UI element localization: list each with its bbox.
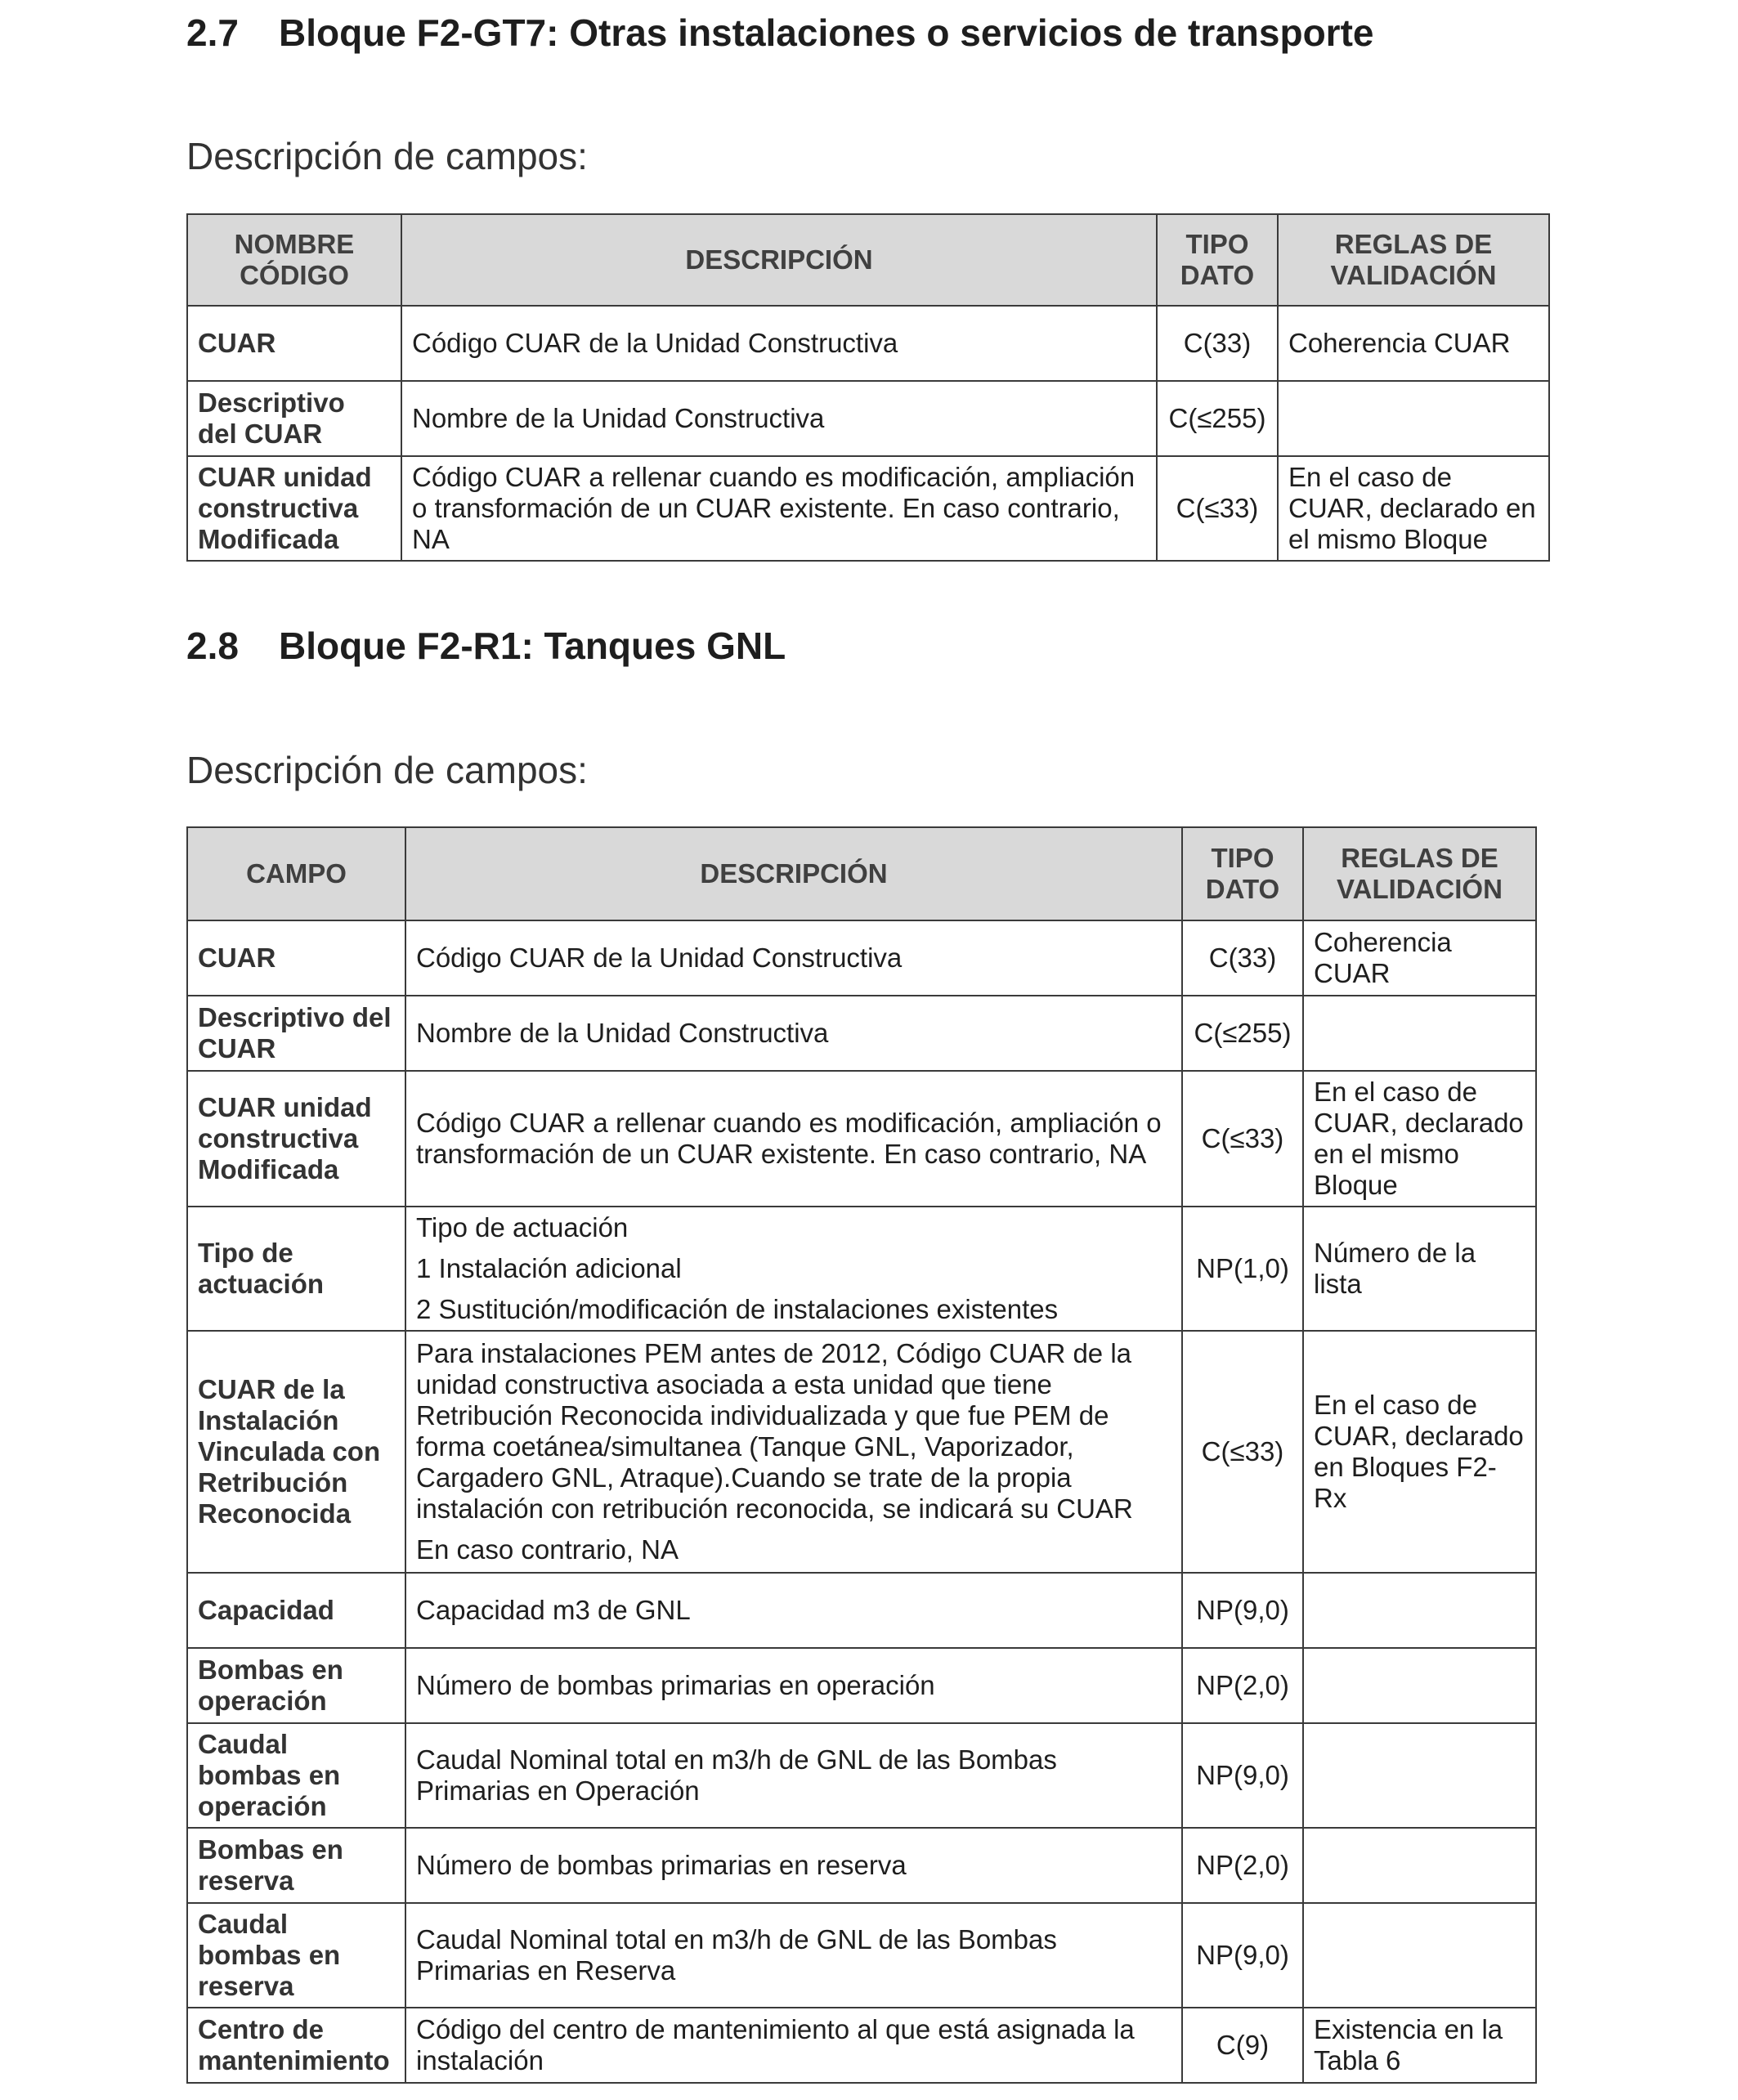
field-description-cell [405, 1723, 1182, 1828]
field-name-cell: CUAR unidad constructiva Modificada [187, 456, 401, 561]
field-description-cell [405, 1903, 1182, 2008]
field-name-cell: CUAR [187, 306, 401, 381]
field-description-cell [405, 1071, 1182, 1207]
table-header-row [187, 827, 1536, 920]
data-type-cell: NP(9,0) [1182, 1573, 1303, 1648]
validation-rule-cell [1303, 1903, 1536, 2008]
description-line: Caudal Nominal total en m3/h de GNL de las Bombas Primarias en Operación [416, 1744, 1057, 1806]
description-line: Código CUAR a rellenar cuando es modificación, ampliación o transformación de un CUAR existente. En caso contrario, NA [416, 1108, 1162, 1169]
field-name-cell: Capacidad [187, 1573, 405, 1648]
column-header-type: TIPO DATO [1157, 214, 1278, 306]
field-name-cell: Bombas en reserva [187, 1828, 405, 1903]
field-name-cell: CUAR de la Instalación Vinculada con Retribución Reconocida [187, 1331, 405, 1573]
fields-table-f2-r1 [186, 826, 1537, 2084]
field-description-cell [405, 2008, 1182, 2083]
section-number: 2.8 [186, 625, 239, 667]
field-description-cell [405, 996, 1182, 1071]
validation-rule-cell: Existencia en la Tabla 6 [1303, 2008, 1536, 2083]
description-line: Número de bombas primarias en operación [416, 1670, 935, 1700]
table-row [187, 306, 1549, 381]
description-line: Código CUAR a rellenar cuando es modificación, ampliación o transformación de un CUAR existente. En caso contrario, NA [412, 462, 1136, 554]
description-line: Número de bombas primarias en reserva [416, 1850, 907, 1880]
field-name-cell: CUAR unidad constructiva Modificada [187, 1071, 405, 1207]
data-type-cell: NP(1,0) [1182, 1207, 1303, 1331]
validation-rule-cell [1278, 381, 1549, 456]
description-line: Capacidad m3 de GNL [416, 1595, 691, 1625]
table-row [187, 1648, 1536, 1723]
field-description-cell [401, 456, 1157, 561]
description-line: 2 Sustitución/modificación de instalaciones existentes [416, 1294, 1059, 1324]
validation-rule-cell: Coherencia CUAR [1278, 306, 1549, 381]
description-line: Nombre de la Unidad Constructiva [416, 1018, 829, 1048]
validation-rule-cell: Coherencia CUAR [1303, 920, 1536, 996]
table-row [187, 1828, 1536, 1903]
data-type-cell: NP(2,0) [1182, 1828, 1303, 1903]
table-row [187, 1573, 1536, 1648]
validation-rule-cell: Número de la lista [1303, 1207, 1536, 1331]
column-header-rules: REGLAS DE VALIDACIÓN [1303, 827, 1536, 920]
validation-rule-cell [1303, 1648, 1536, 1723]
data-type-cell: C(≤33) [1182, 1331, 1303, 1573]
description-line: Para instalaciones PEM antes de 2012, Código CUAR de la unidad constructiva asociada a esta unidad que tiene Retribución Reconocida individualizada y que fue PEM de forma coetánea/simultanea (Tanque GNL, Vaporizador, Cargadero GNL, Atraque).Cuando se trate de la propia instalación con retribución reconocida, se indicará su CUAR [416, 1338, 1133, 1524]
fields-subheading: Descripción de campos: [186, 135, 588, 177]
data-type-cell: C(33) [1182, 920, 1303, 996]
description-line: Caudal Nominal total en m3/h de GNL de las Bombas Primarias en Reserva [416, 1924, 1057, 1986]
column-header-name: CAMPO [187, 827, 405, 920]
field-name-cell: Centro de mantenimiento [187, 2008, 405, 2083]
column-header-type: TIPO DATO [1182, 827, 1303, 920]
column-header-rules: REGLAS DE VALIDACIÓN [1278, 214, 1549, 306]
description-line: Tipo de actuación [416, 1212, 629, 1243]
data-type-cell: C(33) [1157, 306, 1278, 381]
table-row [187, 920, 1536, 996]
table-row [187, 1903, 1536, 2008]
field-name-cell: Bombas en operación [187, 1648, 405, 1723]
validation-rule-cell [1303, 1723, 1536, 1828]
field-name-cell: CUAR [187, 920, 405, 996]
table-row [187, 456, 1549, 561]
data-type-cell: C(≤255) [1182, 996, 1303, 1071]
table-row [187, 2008, 1536, 2083]
validation-rule-cell: En el caso de CUAR, declarado en el mismo Bloque [1278, 456, 1549, 561]
column-header-name: NOMBRE CÓDIGO [187, 214, 401, 306]
section-heading-2-7 [186, 11, 1374, 54]
data-type-cell: NP(2,0) [1182, 1648, 1303, 1723]
field-description-cell [405, 1207, 1182, 1331]
description-line: Nombre de la Unidad Constructiva [412, 403, 825, 433]
section-title: Bloque F2-R1: Tanques GNL [279, 625, 786, 667]
field-description-cell [401, 306, 1157, 381]
table-row [187, 996, 1536, 1071]
data-type-cell: C(≤33) [1157, 456, 1278, 561]
field-description-cell [405, 1331, 1182, 1573]
description-line: En caso contrario, NA [416, 1534, 679, 1565]
table-row [187, 1207, 1536, 1331]
data-type-cell: NP(9,0) [1182, 1903, 1303, 2008]
field-name-cell: Tipo de actuación [187, 1207, 405, 1331]
field-name-cell: Caudal bombas en operación [187, 1723, 405, 1828]
data-type-cell: C(9) [1182, 2008, 1303, 2083]
field-description-cell [405, 920, 1182, 996]
description-line: 1 Instalación adicional [416, 1253, 682, 1283]
field-description-cell [405, 1648, 1182, 1723]
description-line: Código CUAR de la Unidad Constructiva [412, 328, 898, 358]
validation-rule-cell [1303, 1828, 1536, 1903]
data-type-cell: C(≤255) [1157, 381, 1278, 456]
field-description-cell [401, 381, 1157, 456]
validation-rule-cell [1303, 1573, 1536, 1648]
table-row [187, 1071, 1536, 1207]
fields-table-f2-gt7 [186, 213, 1550, 562]
table-row [187, 1723, 1536, 1828]
section-heading-2-8 [186, 627, 786, 665]
validation-rule-cell: En el caso de CUAR, declarado en Bloques F2-Rx [1303, 1331, 1536, 1573]
data-type-cell: C(≤33) [1182, 1071, 1303, 1207]
description-line: Código CUAR de la Unidad Constructiva [416, 943, 903, 973]
fields-subheading: Descripción de campos: [186, 749, 588, 791]
field-name-cell: Descriptivo del CUAR [187, 381, 401, 456]
field-name-cell: Descriptivo del CUAR [187, 996, 405, 1071]
field-description-cell [405, 1828, 1182, 1903]
column-header-description: DESCRIPCIÓN [401, 214, 1157, 306]
validation-rule-cell: En el caso de CUAR, declarado en el mismo Bloque [1303, 1071, 1536, 1207]
column-header-description: DESCRIPCIÓN [405, 827, 1182, 920]
table-row [187, 381, 1549, 456]
field-description-cell [405, 1573, 1182, 1648]
validation-rule-cell [1303, 996, 1536, 1071]
data-type-cell: NP(9,0) [1182, 1723, 1303, 1828]
table-row [187, 1331, 1536, 1573]
section-number: 2.7 [186, 11, 239, 54]
field-name-cell: Caudal bombas en reserva [187, 1903, 405, 2008]
section-title: Bloque F2-GT7: Otras instalaciones o servicios de transporte [279, 11, 1374, 54]
description-line: Código del centro de mantenimiento al que está asignada la instalación [416, 2014, 1135, 2075]
table-header-row [187, 214, 1549, 306]
